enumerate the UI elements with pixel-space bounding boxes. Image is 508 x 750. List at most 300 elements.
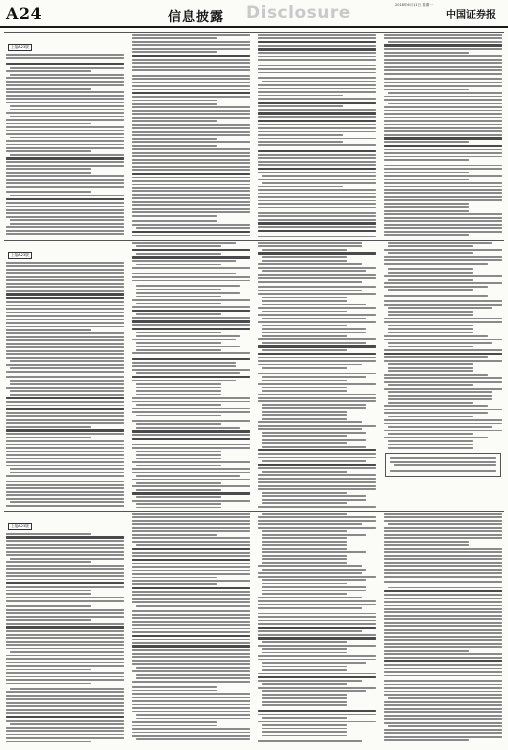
text-line (384, 534, 502, 536)
text-line (6, 262, 124, 264)
text-line (384, 687, 502, 689)
text-line (132, 215, 217, 217)
text-line (384, 636, 502, 638)
text-line (6, 458, 124, 460)
text-line (132, 317, 250, 319)
text-line (384, 48, 502, 50)
text-line (132, 700, 250, 702)
text-line (388, 268, 473, 270)
text-line (262, 256, 347, 258)
text-line (132, 197, 250, 199)
text-line (136, 303, 221, 305)
text-line (258, 616, 376, 618)
text-line (258, 373, 376, 375)
text-line (258, 189, 376, 191)
text-line (258, 172, 376, 174)
text-line (6, 679, 124, 681)
text-line (6, 175, 124, 177)
text-line (384, 141, 469, 143)
text-line (258, 397, 376, 399)
text-line (262, 446, 366, 448)
text-line (132, 732, 250, 734)
text-column (256, 241, 378, 508)
text-line (6, 376, 124, 378)
text-line (6, 676, 124, 678)
text-line (136, 427, 240, 429)
text-column (256, 512, 378, 742)
text-line (258, 627, 376, 629)
text-line (384, 704, 502, 706)
text-line (6, 505, 124, 507)
text-line (132, 78, 250, 80)
text-line (6, 186, 124, 188)
text-line (132, 260, 236, 262)
text-line (6, 683, 91, 685)
text-line (132, 587, 250, 589)
text-line (384, 680, 502, 682)
text-line (258, 516, 376, 518)
text-line (388, 342, 492, 344)
text-line (6, 637, 124, 639)
text-line (388, 402, 473, 404)
text-line (258, 263, 362, 265)
body-text (382, 33, 504, 237)
text-line (6, 447, 124, 449)
text-line (384, 701, 502, 703)
text-line (258, 520, 376, 522)
text-line (132, 520, 250, 522)
text-line (384, 127, 502, 129)
text-line (394, 464, 496, 466)
text-line (6, 597, 124, 599)
text-line (384, 622, 502, 624)
text-line (258, 680, 362, 682)
text-line (132, 485, 250, 487)
text-line (6, 533, 91, 535)
text-line (262, 342, 366, 344)
text-line (132, 601, 250, 603)
text-line (132, 113, 250, 115)
text-line (132, 328, 250, 330)
text-line (384, 44, 502, 46)
text-line (132, 120, 217, 122)
text-line (384, 182, 502, 184)
text-line (132, 103, 217, 105)
text-line (262, 583, 347, 585)
text-line (258, 714, 376, 716)
text-line (384, 530, 502, 532)
text-line (6, 322, 124, 324)
text-line (6, 554, 124, 556)
text-line (6, 655, 124, 657)
text-line (388, 289, 473, 291)
text-line (262, 349, 347, 351)
text-line (136, 674, 250, 676)
text-line (258, 52, 376, 54)
text-line (262, 731, 347, 733)
text-line (6, 572, 124, 574)
text-line (6, 408, 124, 410)
text-line (6, 544, 124, 546)
text-line (258, 604, 376, 606)
text-line (258, 357, 376, 359)
text-line (136, 292, 240, 294)
text-line (384, 558, 502, 560)
text-line (258, 37, 376, 39)
text-line (384, 548, 502, 550)
text-line (258, 131, 376, 133)
text-line (132, 548, 250, 550)
text-line (258, 572, 362, 574)
text-line (6, 619, 91, 621)
text-line (6, 498, 124, 500)
text-line (6, 308, 124, 310)
text-line (132, 276, 250, 278)
text-line (6, 84, 124, 86)
text-line (258, 576, 376, 578)
text-line (384, 175, 502, 177)
text-line (10, 74, 124, 76)
text-line (136, 342, 221, 344)
text-line (132, 267, 250, 269)
text-line (258, 623, 376, 625)
text-line (384, 694, 502, 696)
text-line (136, 285, 240, 287)
text-line (132, 530, 250, 532)
text-line (262, 328, 366, 330)
text-line (6, 230, 124, 232)
text-line (132, 563, 250, 565)
text-line (132, 380, 236, 382)
text-line (132, 479, 250, 481)
text-line (262, 683, 347, 685)
text-line (132, 461, 250, 463)
text-line (384, 608, 502, 610)
text-line (262, 593, 347, 595)
text-line (384, 419, 502, 421)
text-line (384, 527, 502, 529)
text-column (382, 512, 504, 742)
text-line (258, 168, 376, 170)
text-line (136, 390, 221, 392)
text-line (258, 506, 376, 508)
text-line (132, 660, 250, 662)
text-line (262, 548, 347, 550)
text-line (6, 698, 124, 700)
text-line (384, 555, 502, 557)
text-line (132, 96, 250, 98)
text-line (384, 189, 502, 191)
text-line (132, 707, 250, 709)
text-line (6, 88, 91, 90)
text-line (258, 620, 376, 622)
text-column (130, 241, 252, 508)
text-line (262, 300, 347, 302)
text-line (132, 624, 250, 626)
text-line (132, 155, 250, 157)
text-line (132, 190, 250, 192)
text-line (384, 671, 502, 673)
text-line (384, 168, 502, 170)
text-line (6, 63, 124, 65)
text-line (384, 220, 502, 222)
text-line (384, 179, 469, 181)
text-line (258, 710, 376, 712)
text-line (258, 207, 376, 209)
text-line (262, 652, 347, 654)
text-line (258, 655, 376, 657)
text-line (6, 616, 124, 618)
text-line (6, 727, 124, 729)
text-line (6, 461, 124, 463)
text-line (6, 161, 124, 163)
text-line (258, 34, 376, 36)
text-line (6, 54, 124, 56)
text-line (384, 405, 488, 407)
text-line (6, 397, 124, 399)
text-line (136, 423, 221, 425)
text-line (6, 297, 124, 299)
text-line (258, 290, 362, 292)
text-line (384, 152, 502, 154)
text-line (384, 611, 502, 613)
text-line (388, 103, 502, 105)
text-line (6, 216, 124, 218)
text-line (384, 82, 502, 84)
text-line (258, 127, 376, 129)
notice-box (385, 453, 501, 477)
text-line (388, 384, 473, 386)
text-line (132, 639, 250, 641)
text-line (6, 350, 124, 352)
text-line (132, 152, 250, 154)
text-line (10, 688, 124, 690)
body-text (4, 53, 126, 237)
text-line (6, 157, 124, 159)
text-line (10, 154, 124, 156)
text-line (384, 196, 502, 198)
text-line (6, 150, 91, 152)
text-line (6, 315, 124, 317)
text-line (384, 335, 488, 337)
text-line (258, 353, 376, 355)
text-line (132, 697, 250, 699)
text-line (6, 737, 124, 739)
text-line (6, 695, 124, 697)
text-line (384, 632, 502, 634)
text-line (6, 630, 124, 632)
text-line (384, 736, 502, 738)
text-line (388, 92, 502, 94)
text-line (136, 454, 221, 456)
text-line (384, 581, 502, 583)
text-line (258, 161, 376, 163)
text-line (258, 565, 362, 567)
text-line (132, 500, 250, 502)
text-line (132, 194, 250, 196)
text-line (258, 481, 376, 483)
text-line (132, 656, 250, 658)
text-line (262, 534, 366, 536)
text-line (262, 551, 366, 553)
text-line (6, 179, 124, 181)
text-line (10, 105, 124, 107)
text-line (258, 200, 376, 202)
text-line (384, 605, 502, 607)
text-line (262, 697, 347, 699)
text-line (6, 612, 124, 614)
text-line (388, 697, 502, 699)
text-line (262, 249, 347, 251)
text-line (6, 691, 124, 693)
text-column (382, 241, 504, 508)
text-line (384, 110, 502, 112)
text-line (132, 580, 250, 582)
text-line (136, 677, 250, 679)
text-line (262, 558, 347, 560)
text-line (384, 263, 488, 265)
text-line (6, 119, 124, 121)
text-line (262, 407, 366, 409)
text-line (6, 547, 124, 549)
text-line (132, 577, 217, 579)
text-line (388, 433, 473, 435)
text-line (136, 253, 221, 255)
text-line (388, 245, 473, 247)
body-text (130, 33, 252, 237)
text-line (384, 565, 502, 567)
text-line (384, 739, 469, 741)
text-line (132, 516, 250, 518)
text-line (258, 222, 376, 224)
section-title-cn: 信息披露 (168, 10, 225, 25)
text-line (384, 172, 469, 174)
text-line (384, 544, 469, 546)
text-line (132, 492, 250, 494)
text-line (258, 88, 376, 90)
text-line (10, 394, 124, 396)
text-line (132, 299, 250, 301)
article-block-2 (4, 240, 504, 508)
text-line (384, 537, 502, 539)
text-line (258, 676, 376, 678)
text-line (384, 149, 502, 151)
article-block-3 (4, 511, 504, 742)
text-column (130, 512, 252, 742)
text-line (132, 201, 250, 203)
text-line (6, 422, 124, 424)
text-line (136, 227, 250, 229)
text-line (132, 48, 250, 50)
text-line (6, 112, 124, 114)
text-line (6, 130, 124, 132)
text-line (258, 607, 362, 609)
text-line (6, 586, 124, 588)
text-line (132, 438, 250, 440)
text-line (262, 318, 366, 320)
text-line (132, 430, 250, 432)
text-line (6, 279, 124, 281)
text-line (258, 120, 376, 122)
text-line (258, 425, 376, 427)
text-line (6, 454, 124, 456)
text-line (136, 451, 221, 453)
text-line (6, 133, 124, 135)
text-line (258, 740, 362, 742)
text-line (132, 320, 250, 322)
text-line (136, 264, 221, 266)
text-line (384, 551, 502, 553)
text-line (132, 566, 250, 568)
text-line (258, 421, 362, 423)
text-line (132, 220, 217, 222)
text-line (136, 465, 221, 467)
text-line (384, 217, 502, 219)
text-line (132, 573, 250, 575)
text-line (132, 468, 250, 470)
text-line (258, 84, 376, 86)
text-line (388, 447, 473, 449)
text-line (132, 44, 250, 46)
text-line (262, 717, 347, 719)
text-line (262, 411, 347, 413)
text-line (6, 590, 91, 592)
text-line (262, 499, 366, 501)
text-line (262, 544, 347, 546)
text-line (258, 226, 376, 228)
text-line (10, 501, 124, 503)
text-line (258, 659, 376, 661)
text-line (6, 551, 124, 553)
text-line (132, 184, 250, 186)
text-line (136, 507, 221, 508)
text-line (258, 179, 376, 181)
text-line (390, 470, 496, 472)
text-line (258, 474, 376, 476)
text-line (132, 169, 250, 171)
text-line (384, 646, 502, 648)
text-line (384, 52, 469, 54)
text-line (6, 730, 124, 732)
text-line (132, 138, 217, 140)
text-line (384, 437, 488, 439)
text-line (262, 704, 347, 706)
text-line (136, 415, 221, 417)
text-line (258, 293, 376, 295)
text-line (136, 372, 240, 374)
text-line (388, 398, 492, 400)
text-line (132, 594, 250, 596)
text-line (6, 741, 91, 742)
text-line (262, 513, 347, 515)
text-line (10, 468, 124, 470)
text-line (388, 252, 473, 254)
text-line (132, 110, 250, 112)
text-line (136, 383, 221, 385)
text-line (132, 369, 250, 371)
text-line (384, 569, 502, 571)
text-line (132, 256, 250, 258)
text-line (384, 339, 502, 341)
text-line (384, 210, 469, 212)
text-line (384, 660, 502, 662)
text-line (388, 370, 473, 372)
text-line (384, 650, 469, 652)
text-line (136, 667, 250, 669)
text-line (132, 681, 250, 683)
text-line (384, 256, 502, 258)
text-line (132, 690, 217, 692)
